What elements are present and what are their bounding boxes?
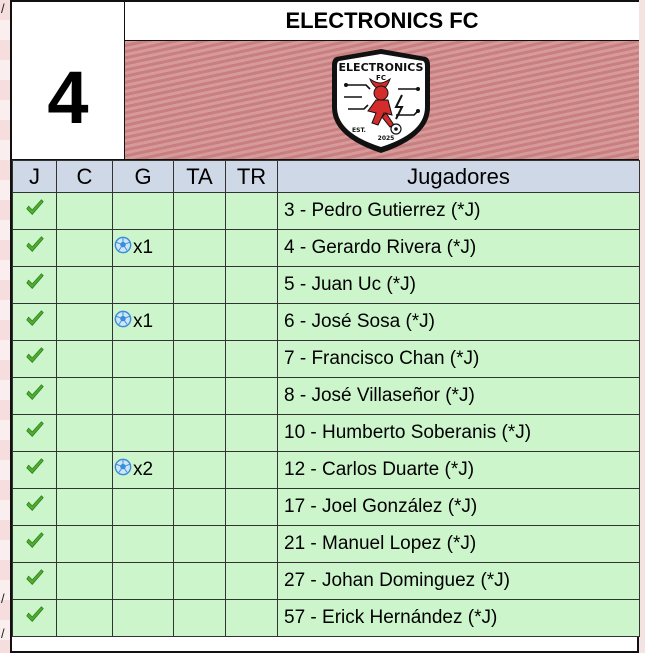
ta-cell xyxy=(174,526,226,563)
check-icon xyxy=(24,308,46,336)
tr-cell xyxy=(226,193,278,230)
goals-cell xyxy=(113,193,174,230)
c-cell xyxy=(57,526,113,563)
played-cell xyxy=(13,341,57,378)
ta-cell xyxy=(174,415,226,452)
table-row xyxy=(13,267,640,304)
check-icon xyxy=(24,271,46,299)
ta-cell xyxy=(174,267,226,304)
goal-count: x2 xyxy=(133,459,154,480)
played-cell xyxy=(13,304,57,341)
soccer-ball-icon xyxy=(114,310,132,334)
tr-cell xyxy=(226,452,278,489)
column-header-ta: TA xyxy=(174,161,226,193)
goals-cell xyxy=(113,452,174,489)
tr-cell xyxy=(226,563,278,600)
player-name: 4 - Gerardo Rivera (*J) xyxy=(278,230,640,267)
c-cell xyxy=(57,341,113,378)
goals-cell xyxy=(113,489,174,526)
played-cell xyxy=(13,267,57,304)
player-name: 21 - Manuel Lopez (*J) xyxy=(278,526,640,563)
team-sheet xyxy=(10,0,639,653)
check-icon xyxy=(24,419,46,447)
table-row xyxy=(13,304,640,341)
c-cell xyxy=(57,304,113,341)
ta-cell xyxy=(174,230,226,267)
team-number: 4 xyxy=(12,2,125,160)
table-row xyxy=(13,193,640,230)
table-row xyxy=(13,341,640,378)
tr-cell xyxy=(226,230,278,267)
tr-cell xyxy=(226,415,278,452)
goals-cell xyxy=(113,267,174,304)
player-name: 7 - Francisco Chan (*J) xyxy=(278,341,640,378)
played-cell xyxy=(13,526,57,563)
ta-cell xyxy=(174,489,226,526)
ta-cell xyxy=(174,378,226,415)
played-cell xyxy=(13,563,57,600)
soccer-ball-icon xyxy=(114,458,132,482)
table-row xyxy=(13,600,640,637)
edge-slash-glyph: / xyxy=(1,626,5,641)
goals-cell xyxy=(113,600,174,637)
goals-cell xyxy=(113,304,174,341)
ta-cell xyxy=(174,304,226,341)
tr-cell xyxy=(226,304,278,341)
check-icon xyxy=(24,382,46,410)
c-cell xyxy=(57,489,113,526)
c-cell xyxy=(57,452,113,489)
tr-cell xyxy=(226,267,278,304)
goal-count: x1 xyxy=(133,311,154,332)
player-name: 3 - Pedro Gutierrez (*J) xyxy=(278,193,640,230)
check-icon xyxy=(24,493,46,521)
goals-cell xyxy=(113,526,174,563)
played-cell xyxy=(13,415,57,452)
played-cell xyxy=(13,230,57,267)
goal-count: x1 xyxy=(133,237,154,258)
player-name: 10 - Humberto Soberanis (*J) xyxy=(278,415,640,452)
goals-cell xyxy=(113,378,174,415)
player-name: 12 - Carlos Duarte (*J) xyxy=(278,452,640,489)
ta-cell xyxy=(174,563,226,600)
table-row xyxy=(13,415,640,452)
played-cell xyxy=(13,600,57,637)
ta-cell xyxy=(174,193,226,230)
check-icon xyxy=(24,530,46,558)
goals-cell xyxy=(113,563,174,600)
tr-cell xyxy=(226,526,278,563)
c-cell xyxy=(57,267,113,304)
player-name: 27 - Johan Dominguez (*J) xyxy=(278,563,640,600)
table-row xyxy=(13,452,640,489)
tr-cell xyxy=(226,600,278,637)
edge-slash-glyph: / xyxy=(1,591,5,606)
check-icon xyxy=(24,197,46,225)
player-name: 6 - José Sosa (*J) xyxy=(278,304,640,341)
ta-cell xyxy=(174,600,226,637)
table-row xyxy=(13,526,640,563)
player-name: 8 - José Villaseñor (*J) xyxy=(278,378,640,415)
team-name: ELECTRONICS FC xyxy=(125,2,639,41)
column-header-tr: TR xyxy=(226,161,278,193)
logo-text-sub: FC xyxy=(376,74,386,82)
tr-cell xyxy=(226,489,278,526)
team-banner xyxy=(125,41,639,160)
played-cell xyxy=(13,193,57,230)
column-header-j: J xyxy=(13,161,57,193)
check-icon xyxy=(24,567,46,595)
tr-cell xyxy=(226,341,278,378)
edge-slash-glyph: / xyxy=(1,1,5,16)
logo-text-year: 2025 xyxy=(377,135,395,142)
played-cell xyxy=(13,378,57,415)
ta-cell xyxy=(174,341,226,378)
table-row xyxy=(13,489,640,526)
soccer-ball-icon xyxy=(114,236,132,260)
table-row xyxy=(13,230,640,267)
player-name: 57 - Erick Hernández (*J) xyxy=(278,600,640,637)
check-icon xyxy=(24,345,46,373)
table-header-row xyxy=(13,161,640,193)
goals-cell xyxy=(113,230,174,267)
goals-cell xyxy=(113,341,174,378)
check-icon xyxy=(24,604,46,632)
c-cell xyxy=(57,230,113,267)
roster-body xyxy=(13,193,640,637)
played-cell xyxy=(13,489,57,526)
tr-cell xyxy=(226,378,278,415)
column-header-g: G xyxy=(113,161,174,193)
logo-text-top: ELECTRONICS xyxy=(338,61,424,74)
c-cell xyxy=(57,193,113,230)
c-cell xyxy=(57,600,113,637)
goals-cell xyxy=(113,415,174,452)
c-cell xyxy=(57,415,113,452)
ta-cell xyxy=(174,452,226,489)
check-icon xyxy=(24,234,46,262)
c-cell xyxy=(57,378,113,415)
table-row xyxy=(13,563,640,600)
logo-text-est: EST. xyxy=(352,127,366,134)
player-name: 17 - Joel González (*J) xyxy=(278,489,640,526)
c-cell xyxy=(57,563,113,600)
player-name: 5 - Juan Uc (*J) xyxy=(278,267,640,304)
column-header-c: C xyxy=(57,161,113,193)
team-logo xyxy=(326,45,436,157)
table-row xyxy=(13,378,640,415)
left-edge-strip xyxy=(0,0,10,653)
played-cell xyxy=(13,452,57,489)
column-header-jugadores: Jugadores xyxy=(278,161,640,193)
roster-table xyxy=(12,160,640,637)
check-icon xyxy=(24,456,46,484)
